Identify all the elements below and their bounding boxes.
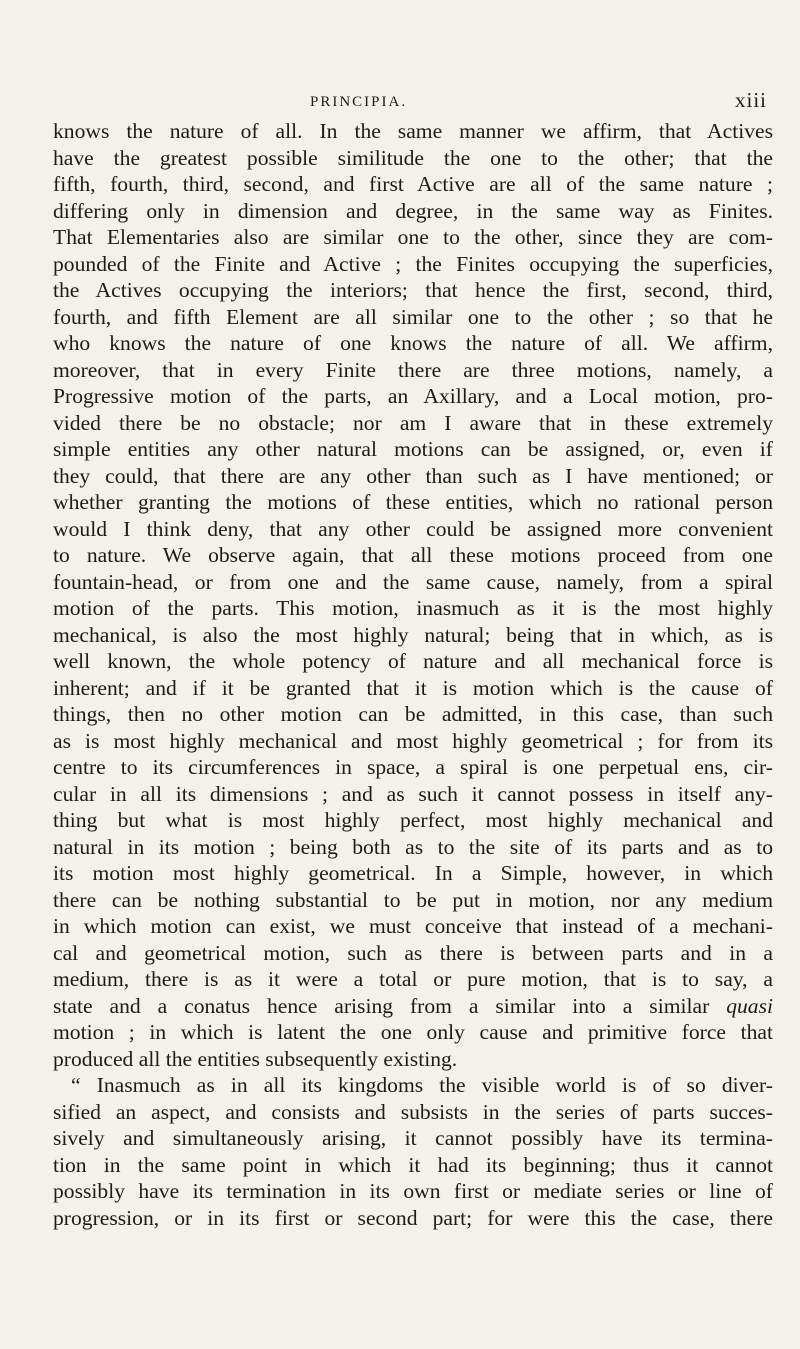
text-line: possibly have its termination in its own first or mediate series or line of (53, 1179, 773, 1203)
text-line: they could, that there are any other than such as I have mentioned; or (53, 463, 773, 488)
text-line: as is most highly mechanical and most highly geometrical ; for from its (53, 728, 773, 753)
text-line: simple entities any other natural motions can be assigned, or, even if (53, 437, 773, 461)
text-line: the Actives occupying the interiors; that hence the first, second, third, (53, 278, 773, 302)
page-number: xiii (735, 88, 768, 112)
text-line: natural in its motion ; being both as to the site of its parts and as to (53, 834, 773, 859)
text-line: would I think deny, that any other could be assigned more convenient (53, 516, 773, 541)
line-text: state and a conatus hence arising from a similar into a similar (53, 993, 710, 1018)
text-line: motion of the parts. This motion, inasmuch as it is the most highly (53, 596, 773, 620)
text-line: That Elementaries also are similar one to the other, since they are com- (53, 225, 773, 249)
text-line: whether granting the motions of these entities, which no rational person (53, 490, 773, 514)
text-line: knows the nature of all. In the same manner we affirm, that Actives (53, 119, 773, 143)
text-line: tion in the same point in which it had its beginning; thus it cannot (53, 1152, 773, 1177)
text-line: centre to its circumferences in space, a spiral is one perpetual ens, cir- (53, 755, 773, 779)
text-line: things, then no other motion can be admitted, in this case, than such (53, 702, 773, 726)
text-line: to nature. We observe again, that all these motions proceed from one (53, 543, 773, 567)
page-header (0, 86, 800, 116)
text-line: moreover, that in every Finite there are three motions, namely, a (53, 357, 773, 382)
text-line: cal and geometrical motion, such as there is between parts and in a (53, 940, 773, 965)
text-line: cular in all its dimensions ; and as such it cannot possess in itself any- (53, 781, 773, 806)
text-line: sively and simultaneously arising, it cannot possibly have its termina- (53, 1126, 773, 1150)
body-text (53, 118, 773, 1231)
text-line: differing only in dimension and degree, in the same way as Finites. (53, 198, 773, 223)
text-line: Progressive motion of the parts, an Axillary, and a Local motion, pro- (53, 384, 773, 408)
text-line: mechanical, is also the most highly natural; being that in which, as is (53, 622, 773, 647)
text-line: thing but what is most highly perfect, most highly mechanical and (53, 808, 773, 832)
text-line: its motion most highly geometrical. In a Simple, however, in which (53, 861, 773, 885)
text-line: well known, the whole potency of nature and all mechanical force is (53, 649, 773, 673)
text-line: fountain-head, or from one and the same cause, namely, from a spiral (53, 569, 773, 594)
text-line: produced all the entities subsequently existing. (53, 1046, 458, 1071)
text-line: vided there be no obstacle; nor am I aware that in these extremely (53, 410, 773, 435)
text-line: pounded of the Finite and Active ; the Finites occupying the superficies, (53, 251, 773, 276)
text-line: inherent; and if it be granted that it is motion which is the cause of (53, 675, 773, 700)
text-line: there can be nothing substantial to be put in motion, nor any medium (53, 887, 773, 912)
text-line: motion ; in which is latent the one only cause and primitive force that (53, 1020, 773, 1044)
text-line: who knows the nature of one knows the nature of all. We affirm, (53, 331, 773, 355)
text-line: sified an aspect, and consists and subsists in the series of parts succes- (53, 1099, 773, 1124)
italic-word: quasi (726, 993, 773, 1018)
text-line: in which motion can exist, we must conceive that instead of a mechani- (53, 914, 773, 938)
text-line: fifth, fourth, third, second, and first Active are all of the same nature ; (53, 172, 773, 196)
text-line: medium, there is as it were a total or pure motion, that is to say, a (53, 967, 773, 991)
text-line-with-italic (53, 993, 773, 1020)
text-line: fourth, and fifth Element are all similar one to the other ; so that he (53, 304, 773, 329)
text-line: progression, or in its first or second part; for were this the case, there (53, 1205, 773, 1230)
text-line: “ Inasmuch as in all its kingdoms the visible world is of so diver- (71, 1073, 773, 1097)
text-line: have the greatest possible similitude the one to the other; that the (53, 145, 773, 170)
running-head: PRINCIPIA. (310, 94, 408, 110)
